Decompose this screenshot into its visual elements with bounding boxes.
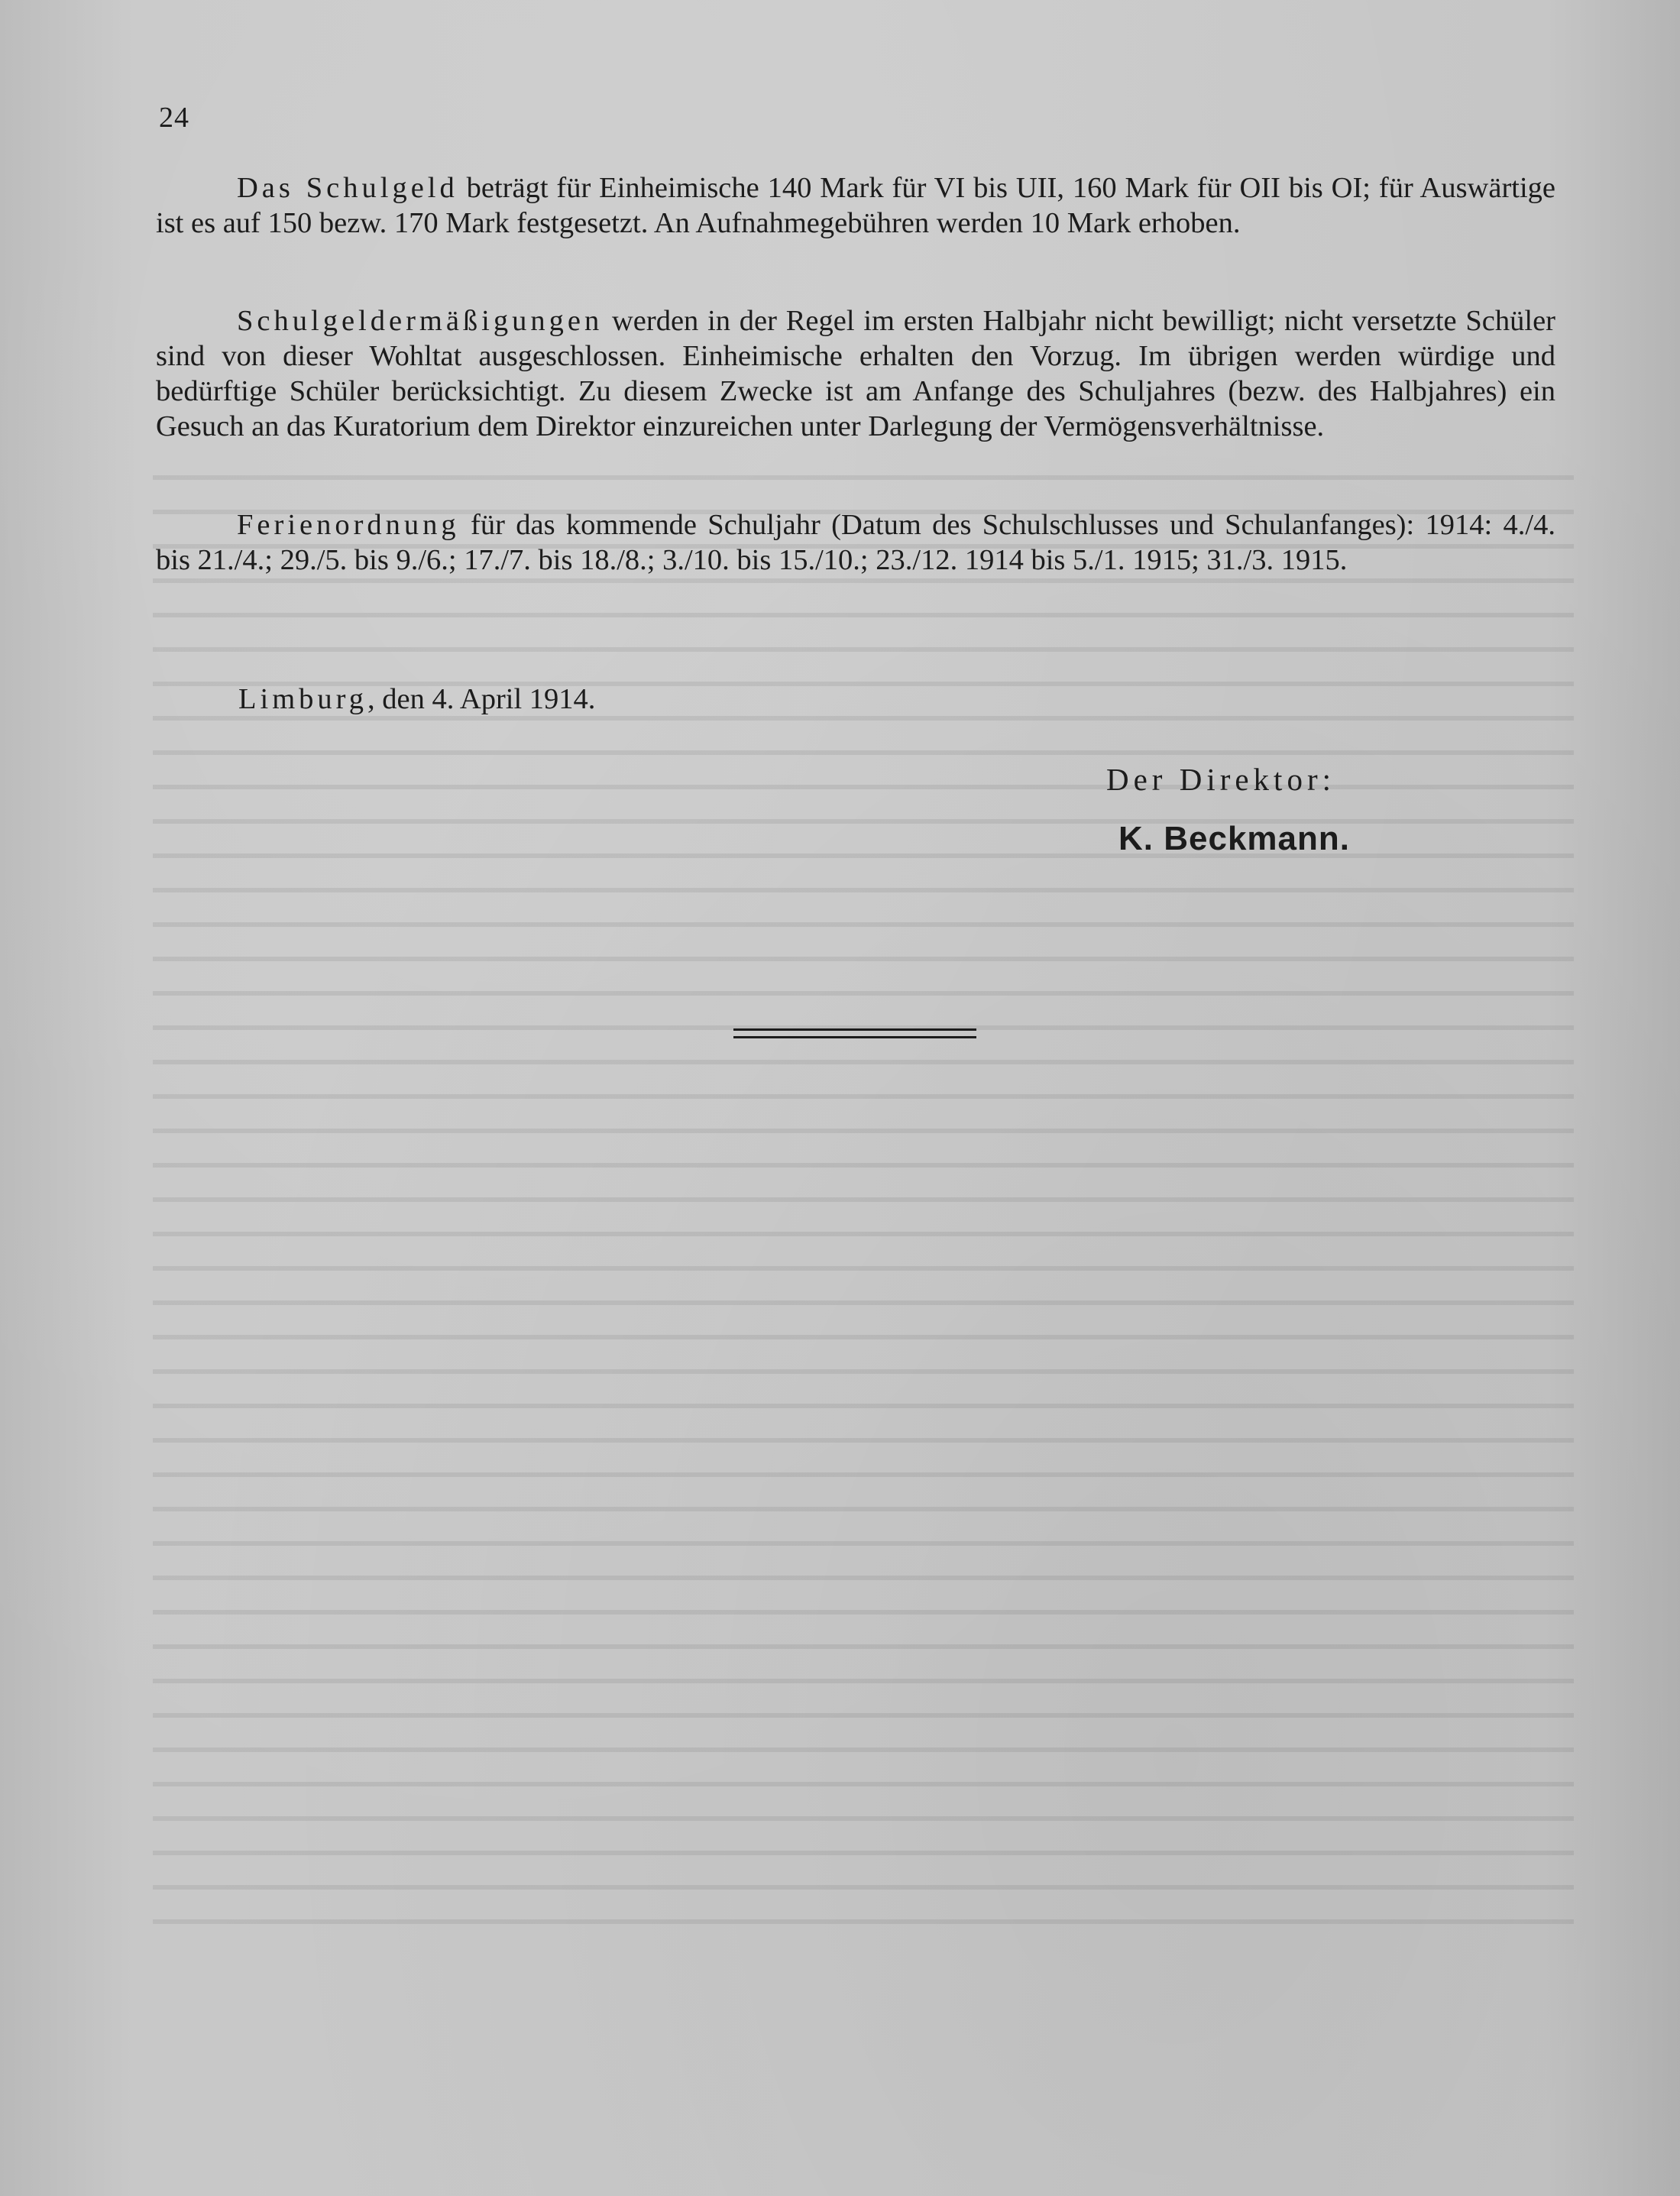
place-and-date <box>238 682 595 716</box>
page-number: 24 <box>159 102 189 134</box>
date-text: , den 4. April 1914. <box>367 683 596 715</box>
end-rule-bottom <box>733 1036 976 1038</box>
place-name: Limburg <box>238 683 368 715</box>
end-rule-top <box>733 1028 976 1031</box>
paragraph-holidays-body: für das kommende Schuljahr (Datum des Schulschlusses und Schulanfanges): 1914: 4./4. bis 21./4.; 29./5. bis 9./6.; 17./7. bis 18./8.; 3./10. bis 15./10.; 23./12. 1914 bis 5./1. 1915; 31./3. 1915. <box>156 509 1555 576</box>
signature-name: K. Beckmann. <box>1118 820 1350 857</box>
signature-title: Der Direktor: <box>1106 762 1335 797</box>
lead-term-holidays: Ferienordnung <box>237 509 460 541</box>
paragraph-tuition <box>156 170 1555 241</box>
paragraph-holidays <box>156 507 1555 578</box>
paragraph-reductions <box>156 303 1555 444</box>
lead-term-reductions: Schulgeldermäßigungen <box>237 305 604 337</box>
paragraph-tuition-body: beträgt für Einheimische 140 Mark für VI bis UII, 160 Mark für OII bis OI; für Auswärtige ist es auf 150 bezw. 170 Mark festgesetzt. An Aufnahmegebühren werden 10 Mark erhoben. <box>156 172 1555 239</box>
paragraph-reductions-body: werden in der Regel im ersten Halbjahr nicht bewilligt; nicht versetzte Schüler sind von dieser Wohltat ausgeschlossen. Einheimische erhalten den Vorzug. Im übrigen werden würdige und bedürftige Schüler berücksichtigt. Zu diesem Zwecke ist am Anfange des Schuljahres (bezw. des Halbjahres) ein Gesuch an das Kuratorium dem Direktor einzureichen unter Darlegung der Vermögensverhältnisse. <box>156 305 1555 442</box>
lead-term-tuition: Das Schulgeld <box>237 172 458 204</box>
